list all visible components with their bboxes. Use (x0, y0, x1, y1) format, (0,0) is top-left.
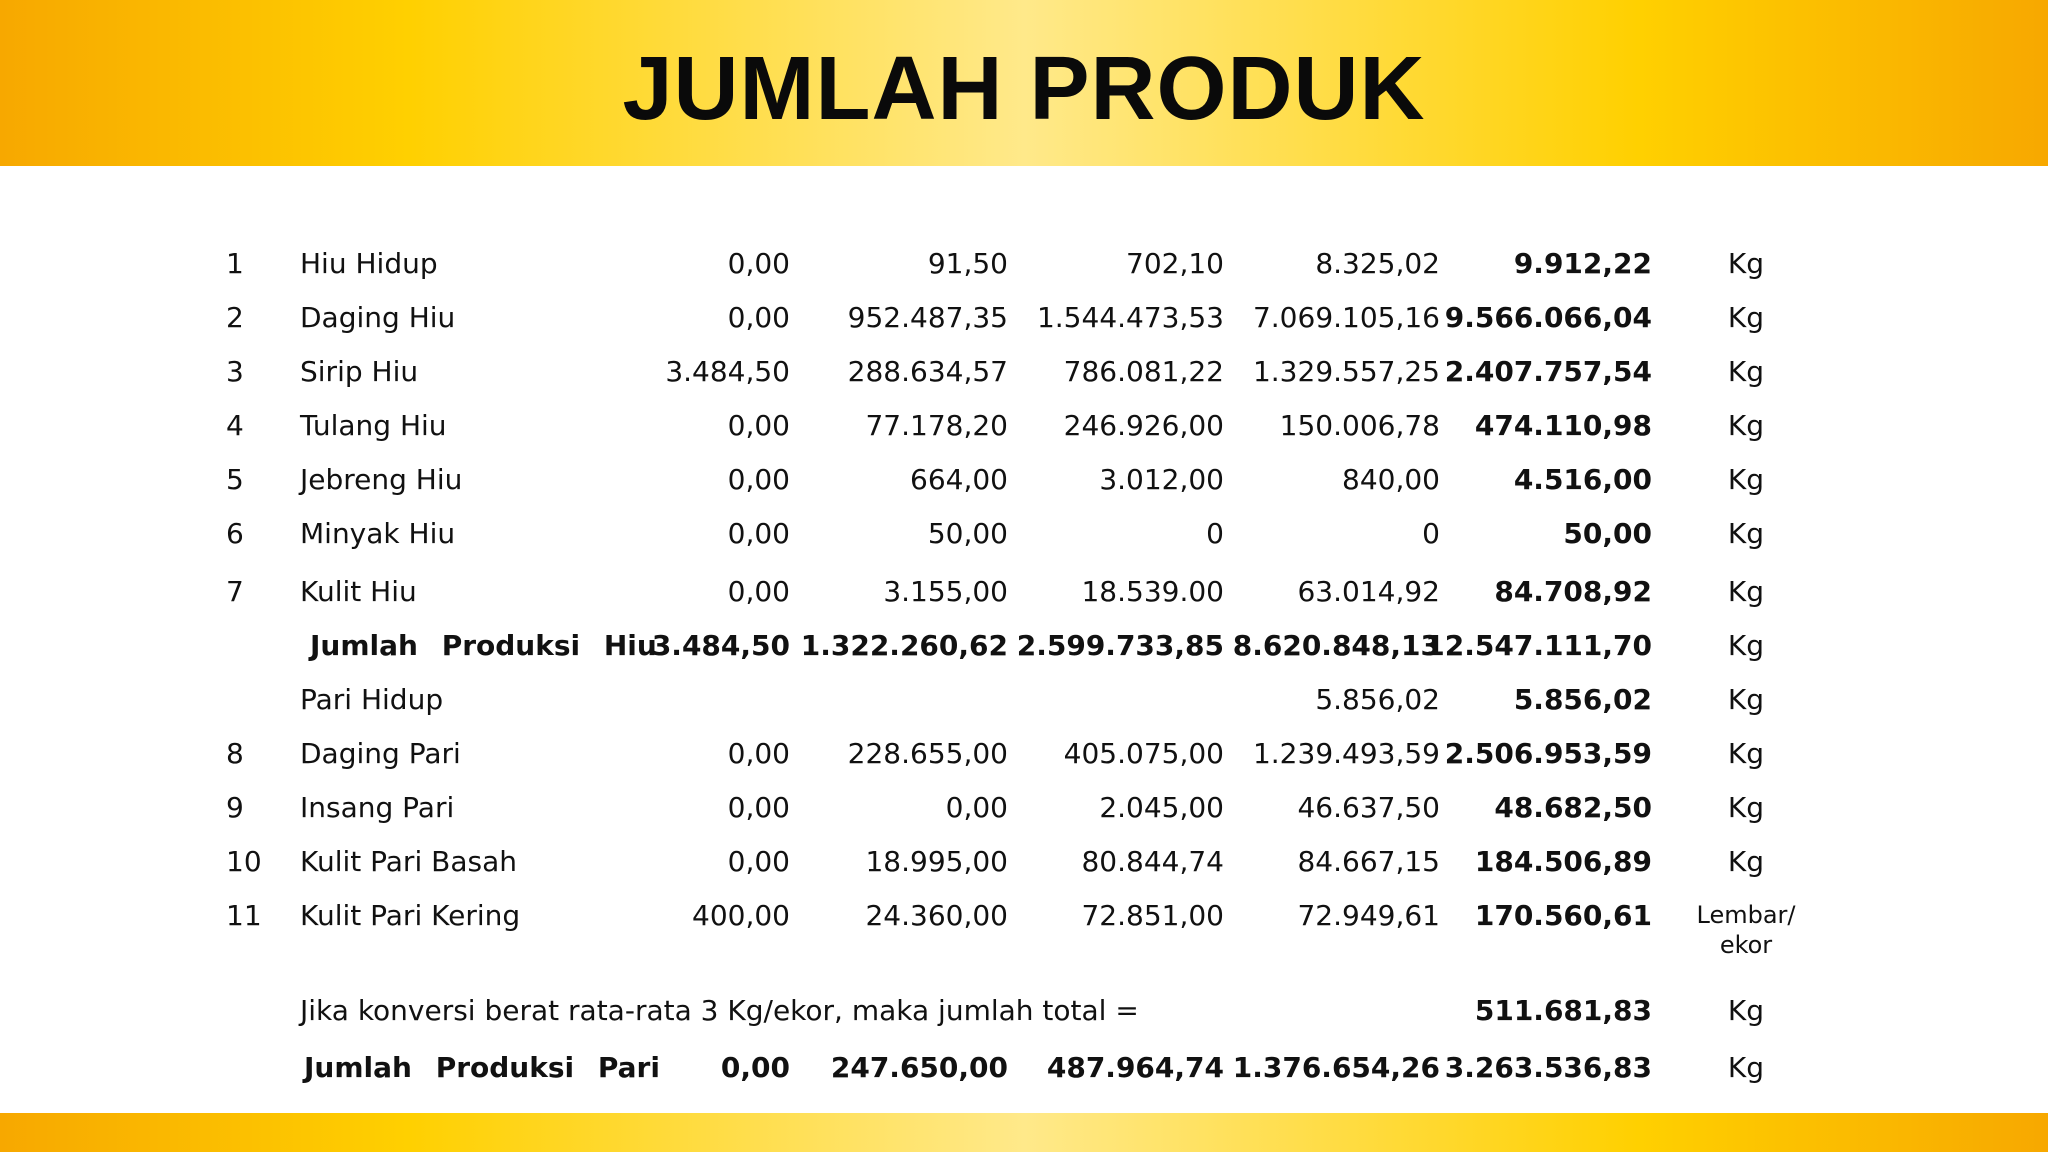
unit: Kg (1727, 463, 1765, 496)
value-col-4: 63.014,92 (1297, 575, 1440, 608)
row-total: 48.682,50 (1494, 791, 1652, 824)
value-col-3: 246.926,00 (1063, 409, 1224, 442)
row-total: 9.566.066,04 (1444, 301, 1652, 334)
value-col-1: 400,00 (692, 899, 790, 932)
unit: Kg (1727, 994, 1765, 1027)
product-name: Daging Hiu (300, 301, 456, 334)
conversion-note: Jika konversi berat rata-rata 3 Kg/ekor, maka jumlah total = (300, 994, 1139, 1027)
product-name: Daging Pari (300, 737, 461, 770)
value-col-3: 18.539.00 (1081, 575, 1224, 608)
product-name: Sirip Hiu (300, 355, 419, 388)
row-number: 1 (226, 247, 244, 280)
value-col-1: 0,00 (727, 845, 790, 878)
value-col-2: 288.634,57 (847, 355, 1008, 388)
value-col-1: 0,00 (727, 463, 790, 496)
unit: Kg (1727, 517, 1765, 550)
value-col-4: 8.325,02 (1315, 247, 1440, 280)
value-col-3: 1.544.473,53 (1036, 301, 1224, 334)
value-col-4: 8.620.848,13 (1232, 629, 1440, 662)
product-name: Kulit Pari Kering (300, 899, 521, 932)
product-name: Pari Hidup (300, 683, 444, 716)
row-total: 2.407.757,54 (1444, 355, 1652, 388)
value-col-4: 1.239.493,59 (1252, 737, 1440, 770)
footer-band (0, 1113, 2048, 1152)
value-col-3: 80.844,74 (1081, 845, 1224, 878)
value-col-2: 952.487,35 (847, 301, 1008, 334)
value-col-2: 24.360,00 (865, 899, 1008, 932)
subtotal-label: Jumlah Produksi Hiu (310, 629, 657, 662)
value-col-1: 0,00 (727, 247, 790, 280)
value-col-1: 3.484,50 (651, 629, 790, 662)
value-col-3: 786.081,22 (1063, 355, 1224, 388)
value-col-4: 150.006,78 (1279, 409, 1440, 442)
unit-line-2: ekor (1719, 931, 1773, 959)
value-col-4: 1.376.654,26 (1232, 1051, 1440, 1084)
unit: Kg (1727, 791, 1765, 824)
value-col-4: 840,00 (1342, 463, 1440, 496)
value-col-4: 7.069.105,16 (1252, 301, 1440, 334)
value-col-4: 72.949,61 (1297, 899, 1440, 932)
unit: Kg (1727, 575, 1765, 608)
value-col-2: 0,00 (945, 791, 1008, 824)
conversion-total: 511.681,83 (1474, 994, 1652, 1027)
row-total: 4.516,00 (1513, 463, 1652, 496)
value-col-3: 405.075,00 (1063, 737, 1224, 770)
product-name: Hiu Hidup (300, 247, 438, 280)
product-name: Tulang Hiu (300, 409, 447, 442)
value-col-1: 0,00 (727, 409, 790, 442)
value-col-2: 1.322.260,62 (800, 629, 1008, 662)
unit: Kg (1727, 301, 1765, 334)
page-title: JUMLAH PRODUK (622, 39, 1426, 139)
value-col-4: 1.329.557,25 (1252, 355, 1440, 388)
row-number: 9 (226, 791, 244, 824)
row-total: 50,00 (1563, 517, 1652, 550)
product-name: Minyak Hiu (300, 517, 456, 550)
value-col-3: 2.599.733,85 (1016, 629, 1224, 662)
value-col-2: 247.650,00 (830, 1051, 1008, 1084)
unit: Kg (1727, 409, 1765, 442)
value-col-3: 3.012,00 (1099, 463, 1224, 496)
value-col-1: 0,00 (727, 517, 790, 550)
unit: Kg (1727, 629, 1765, 662)
row-total: 184.506,89 (1474, 845, 1652, 878)
product-name: Insang Pari (300, 791, 455, 824)
unit: Kg (1727, 683, 1765, 716)
unit: Kg (1727, 737, 1765, 770)
value-col-1: 0,00 (727, 737, 790, 770)
row-total: 5.856,02 (1513, 683, 1652, 716)
value-col-2: 3.155,00 (883, 575, 1008, 608)
row-number: 11 (226, 899, 262, 932)
product-name: Kulit Hiu (300, 575, 417, 608)
product-name: Jebreng Hiu (300, 463, 463, 496)
value-col-4: 0 (1422, 517, 1440, 550)
value-col-3: 487.964,74 (1046, 1051, 1224, 1084)
value-col-4: 46.637,50 (1297, 791, 1440, 824)
row-total: 84.708,92 (1494, 575, 1652, 608)
value-col-1: 0,00 (727, 791, 790, 824)
row-total: 170.560,61 (1474, 899, 1652, 932)
subtotal-total: 3.263.536,83 (1444, 1051, 1652, 1084)
unit: Kg (1727, 845, 1765, 878)
value-col-2: 50,00 (927, 517, 1008, 550)
row-total: 474.110,98 (1474, 409, 1652, 442)
value-col-3: 2.045,00 (1099, 791, 1224, 824)
value-col-4: 84.667,15 (1297, 845, 1440, 878)
value-col-3: 0 (1206, 517, 1224, 550)
value-col-1: 0,00 (727, 575, 790, 608)
row-number: 5 (226, 463, 244, 496)
row-number: 4 (226, 409, 244, 442)
value-col-3: 702,10 (1126, 247, 1224, 280)
unit: Kg (1727, 1051, 1765, 1084)
unit-line-1: Lembar/ (1696, 901, 1796, 929)
unit: Kg (1727, 247, 1765, 280)
product-name: Kulit Pari Basah (300, 845, 517, 878)
value-col-2: 77.178,20 (865, 409, 1008, 442)
row-number: 6 (226, 517, 244, 550)
value-col-2: 228.655,00 (847, 737, 1008, 770)
subtotal-total: 12.547.111,70 (1425, 629, 1652, 662)
subtotal-label: Jumlah Produksi Pari (304, 1051, 660, 1084)
value-col-2: 664,00 (910, 463, 1008, 496)
row-number: 2 (226, 301, 244, 334)
value-col-2: 91,50 (927, 247, 1008, 280)
value-col-1: 3.484,50 (665, 355, 790, 388)
row-total: 9.912,22 (1513, 247, 1652, 280)
row-total: 2.506.953,59 (1444, 737, 1652, 770)
value-col-1: 0,00 (720, 1051, 790, 1084)
value-col-4: 5.856,02 (1315, 683, 1440, 716)
value-col-3: 72.851,00 (1081, 899, 1224, 932)
row-number: 10 (226, 845, 262, 878)
value-col-2: 18.995,00 (865, 845, 1008, 878)
value-col-1: 0,00 (727, 301, 790, 334)
row-number: 7 (226, 575, 244, 608)
row-number: 8 (226, 737, 244, 770)
unit: Kg (1727, 355, 1765, 388)
row-number: 3 (226, 355, 244, 388)
